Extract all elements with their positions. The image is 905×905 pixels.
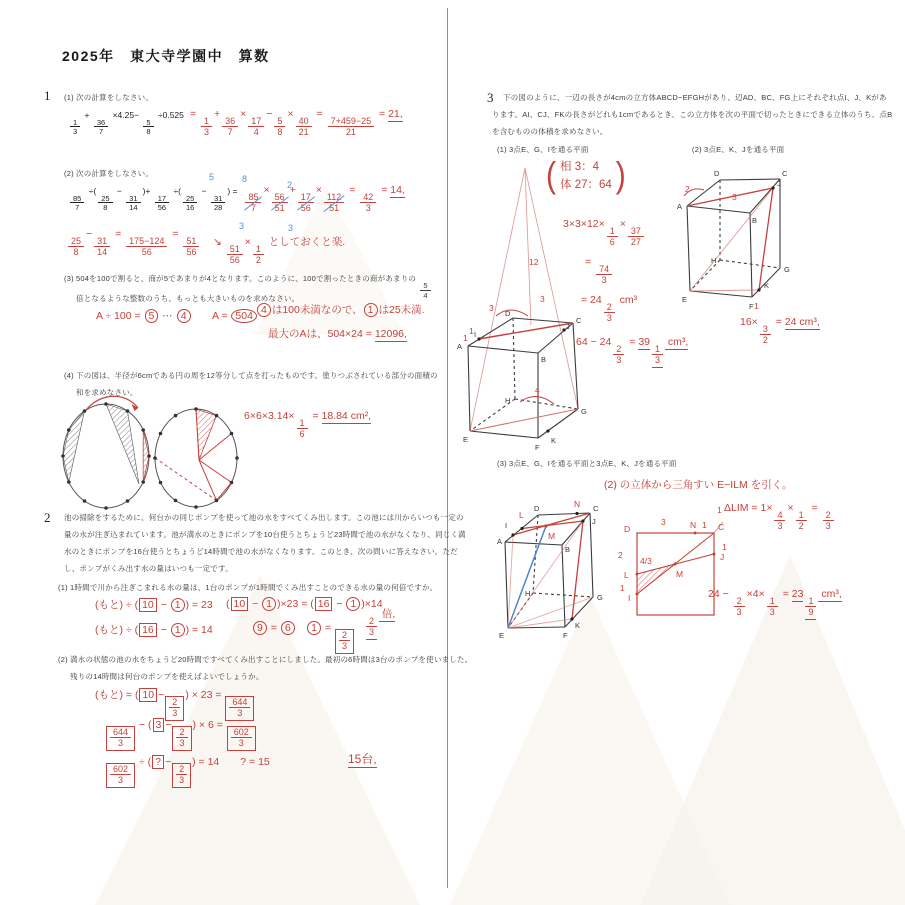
figure-label: A — [457, 342, 463, 351]
ratio-note-line1: 相 3：4 — [560, 161, 599, 173]
p2-q1-solution-2: ( 10 − 1 )×23 = ( 16 − 1 )×14 — [226, 598, 383, 610]
figure-label: 3 — [489, 303, 494, 313]
p1-q2-handwritten-note-2: ↘ $\frac{51}{56}$ × $\frac{1}{2}$ としておくと楽. — [213, 236, 346, 266]
close-paren: ) — [615, 155, 626, 196]
p2-q1-label: (1) 1時間で川から注ぎこまれる水の量は、1台のポンプが1時間でくみ出すことのできる水の量の何倍ですか。 — [58, 583, 438, 592]
figure-label: D — [624, 524, 631, 534]
figure-label: 3 — [540, 294, 545, 304]
figure-label: 1 — [754, 301, 759, 311]
p3-q3-label: (3) 3点E、G、Iを通る平面と3点E、K、Jを通る平面 — [497, 459, 677, 468]
figure-top-face-square — [610, 500, 735, 672]
p2-intro-line2: 量の水が注ぎ込まれています。池が満水のときにポンプを10台使うとちょうど23時間で池の水がなくなり、同じく満 — [64, 530, 466, 539]
figure-label: F — [563, 631, 568, 640]
problem-3-number: 3 — [487, 90, 494, 105]
p3-q3-answer: 24 − $\frac{2}{3}$ ×4× $\frac{1}{3}$ = 23 $\frac{1}{9}$ cm³, — [708, 588, 842, 620]
figure-label: C — [593, 504, 599, 513]
p1-q2-equation-row — [68, 184, 405, 214]
figure-label: 1 — [722, 542, 727, 552]
figure-label: A — [677, 202, 683, 211]
figure-label: L — [519, 510, 524, 520]
figure-label: 1 — [620, 583, 625, 593]
problem-2-number: 2 — [44, 510, 51, 525]
p2-q2-solution-3: $\frac{602}{3}$ ÷ ( ? − $\frac{2}{3}$ ) = 14 ? = 15 — [105, 754, 270, 788]
p1-q2-blue-note-3: 2 — [287, 180, 293, 190]
page-title: 2025年 東大寺学園中 算数 — [62, 48, 270, 64]
figure-label: K — [551, 436, 557, 445]
p3-q3-note: (2) の立体から三角すい E−ILM を引く。 — [604, 479, 793, 491]
figure-label: 2 — [618, 550, 623, 560]
figure-label: D — [505, 309, 511, 318]
p3-q2-label: (2) 3点E、K、Jを通る平面 — [692, 145, 785, 154]
figure-label: 3 — [661, 517, 666, 527]
p1-q3-text-line2: 倍となるような整数のうち、もっとも大きいものを求めなさい。 — [76, 294, 300, 303]
p2-intro-line4: し、ポンプがくみ出す水の量はいつも一定です。 — [64, 564, 233, 573]
figure-label: G — [597, 593, 603, 602]
p1-q1-equation-row — [68, 108, 403, 138]
figure-label: L — [624, 570, 629, 580]
ratio-note-line2: 体 27：64 — [560, 179, 612, 192]
p1-q2-blue-note-5: 3 — [288, 223, 294, 233]
figure-label: J — [566, 322, 570, 331]
p1-q3-solution-1: A ÷ 100 = 5 ⋯ 4 — [96, 309, 192, 323]
p1-q4-text-line1: (4) 下の図は、半径が6cmである円の周を12等分して点を打ったものです。塗りつぶされている部分の面積の — [64, 371, 438, 380]
p2-q1-solution-4: 9 = 6 1 = $\frac{2}{3}$ — [252, 620, 355, 654]
p1-q4-text-line2: 和を求めなさい。 — [76, 388, 138, 397]
figure-label: K — [575, 621, 581, 630]
figure-label: N — [690, 520, 697, 530]
p2-q1-solution-3: (もと) ÷ ( 16 − 1 ) = 14 — [95, 624, 213, 636]
figure-label: J — [720, 552, 725, 562]
figure-label: B — [752, 216, 758, 225]
p2-q2-solution-1: (もと) = ( 10 − $\frac{2}{3}$ ) × 23 = $\frac{644}{3}$ — [95, 687, 255, 721]
figure-label: E — [463, 435, 469, 444]
figure-label: 4 — [535, 385, 540, 395]
figure-label: H — [711, 256, 717, 265]
figure-cube-3 — [478, 496, 618, 671]
open-paren: ( — [546, 155, 556, 196]
p1-q3-solution-4: 最大のAは、504×24 = 12096, — [268, 328, 407, 340]
figure-label: M — [676, 569, 684, 579]
p1-q2-blue-note-2: 8 — [242, 174, 248, 184]
p3-q1-solution-1: 3×3×12× $\frac{1}{6}$ × $\frac{37}{27}$ — [563, 218, 646, 248]
figure-label: D — [714, 169, 720, 178]
p1-q4-solution: 6×6×3.14× $\frac{1}{6}$ = 18.84 cm², — [244, 410, 372, 440]
figure-label: E — [682, 295, 688, 304]
p2-q2-text-line1: (2) 満水の状態の池の水をちょうど20時間ですべてくみ出すことにしました。最初の6時間は3台のポンプを使いました。 — [58, 655, 473, 664]
figure-label: 12 — [529, 257, 539, 267]
p2-q2-text-line2: 残りの14時間は何台のポンプを使えばよいでしょうか。 — [70, 672, 264, 681]
figure-label: J — [592, 517, 596, 526]
p1-q2-handwritten-note-1: $\frac{25}{8}$ − $\frac{31}{14}$ = $\frac{175-124}{56}$ = $\frac{51}{56}$ — [66, 228, 201, 258]
figure-circles — [56, 396, 246, 514]
p1-q2-blue-note-1: 5 — [209, 172, 215, 182]
figure-label: A — [497, 537, 503, 546]
p1-q1-handwritten-solution: = $\frac{1}{3}$ + $\frac{36}{7}$ × $\frac{17}{4}$ − $\frac{5}{8}$ × $\frac{40}{21}$ = $\frac{7+459-25}{21}$ = 21, — [189, 108, 403, 138]
figure-label: I — [628, 593, 631, 603]
figure-label: F — [749, 302, 754, 311]
figure-label: H — [525, 589, 531, 598]
figure-label: D — [534, 504, 540, 513]
figure-label: I — [505, 521, 508, 530]
p3-q1-solution-3: = 24 $\frac{2}{3}$ cm³ — [581, 294, 638, 324]
p2-q1-solution-1: (もと) ÷ ( 10 − 1 ) = 23 — [95, 599, 213, 611]
figure-label: B — [541, 355, 547, 364]
figure-label: C — [718, 522, 725, 532]
p1-q2-blue-note-4: 3 — [239, 221, 245, 231]
p2-q2-answer: 15台, — [348, 752, 377, 766]
problem-1-number: 1 — [44, 88, 51, 103]
p3-q1-answer: 64 − 24 $\frac{2}{3}$ = 39 $\frac{1}{3}$ cm³, — [576, 336, 688, 368]
p3-q1-solution-2: = $\frac{74}{3}$ — [585, 256, 614, 286]
p3-intro-line1: 下の図のように、一辺の長さが4cmの立方体ABCD−EFGHがあり、辺AD、BC、FG上にそれぞれ点I、J、Kがあ — [503, 93, 887, 102]
figure-label: H — [505, 396, 511, 405]
figure-label: 1 — [469, 326, 474, 336]
p1-q1-label: (1) 次の計算をしなさい。 — [64, 93, 154, 102]
figure-label: B — [565, 545, 571, 554]
figure-label: K — [764, 281, 770, 290]
figure-cube-2 — [672, 160, 800, 315]
figure-label: 3 — [732, 192, 737, 202]
p1-q3-text-line1: (3) 504を100で割ると、商が5であまりが4となります。このように、100で割ったときの商があまりの $\frac{5}{4}$ — [64, 273, 433, 300]
p1-q3-solution-2: A = 504 — [212, 309, 258, 323]
p3-q3-solution-1: ΔLIM = 1× $\frac{4}{3}$ × $\frac{1}{2}$ = $\frac{2}{3}$ — [724, 502, 836, 532]
p3-q2-answer: 16× $\frac{3}{2}$ = 24 cm³, — [740, 316, 820, 346]
figure-label: M — [548, 531, 556, 541]
p1-q2-handwritten-solution: $\frac{85}{7}$ × $\frac{56}{51}$ + $\frac{17}{56}$ × $\frac{112}{51}$ = $\frac{42}{3}$ = 14, — [243, 184, 404, 214]
p1-q2-label: (2) 次の計算をしなさい。 — [64, 169, 154, 178]
p3-q1-ratio-note — [546, 155, 626, 196]
p1-q3-solution-3: 4 は100未満なので、 1 は25未満. — [256, 302, 425, 317]
p2-intro-line1: 池の掃除をするために、何台かの同じポンプを使って池の水をすべてくみ出します。この池には川からいつも一定の — [64, 513, 464, 522]
figure-label: E — [499, 631, 505, 640]
figure-label: N — [574, 499, 581, 509]
p3-intro-line3: を含むものの体積を求めなさい。 — [492, 127, 608, 136]
figure-label: 4/3 — [640, 556, 652, 566]
p2-q1-answer: $\frac{2}{3}$ 倍, — [364, 606, 395, 640]
column-divider — [447, 8, 448, 888]
p3-q1-label: (1) 3点E、G、Iを通る平面 — [497, 145, 589, 154]
p1-q1-printed-equation: $\frac{1}{3}$ + $\frac{36}{7}$ ×4.25− $\frac{5}{8}$ ÷0.525 — [68, 110, 184, 137]
figure-label: C — [576, 316, 582, 325]
figure-label: C — [782, 169, 788, 178]
figure-label: 1 — [463, 333, 468, 343]
figure-label: F — [535, 443, 540, 452]
figure-label: G — [784, 265, 790, 274]
p2-intro-line3: 水のときにポンプを16台使うとちょうど14時間で池の水がなくなります。このとき、次の問いに答えなさい。ただ — [64, 547, 458, 556]
figure-label: I — [474, 330, 477, 339]
figure-label: 1 — [702, 520, 707, 530]
figure-label: G — [581, 407, 587, 416]
figure-label: J — [777, 179, 781, 188]
figure-label: 1 — [717, 505, 722, 515]
p3-intro-line2: ります。AI、CJ、FKの長さがどれも1cmであるとき、この立方体を次の平面で切ったときにできる立体のうち、点B — [492, 110, 893, 119]
p2-q2-solution-2: $\frac{644}{3}$ − ( 3 − $\frac{2}{3}$ ) × 6 = $\frac{602}{3}$ — [105, 719, 257, 751]
p1-q2-printed-equation: $\frac{85}{7}$ ÷( $\frac{25}{8}$ − $\frac{31}{14}$ )+ $\frac{17}{56}$ ÷( $\frac{25}{16}$ − $\frac{31}{28}$ ) = — [68, 186, 237, 213]
figure-label: 2 — [685, 184, 690, 194]
